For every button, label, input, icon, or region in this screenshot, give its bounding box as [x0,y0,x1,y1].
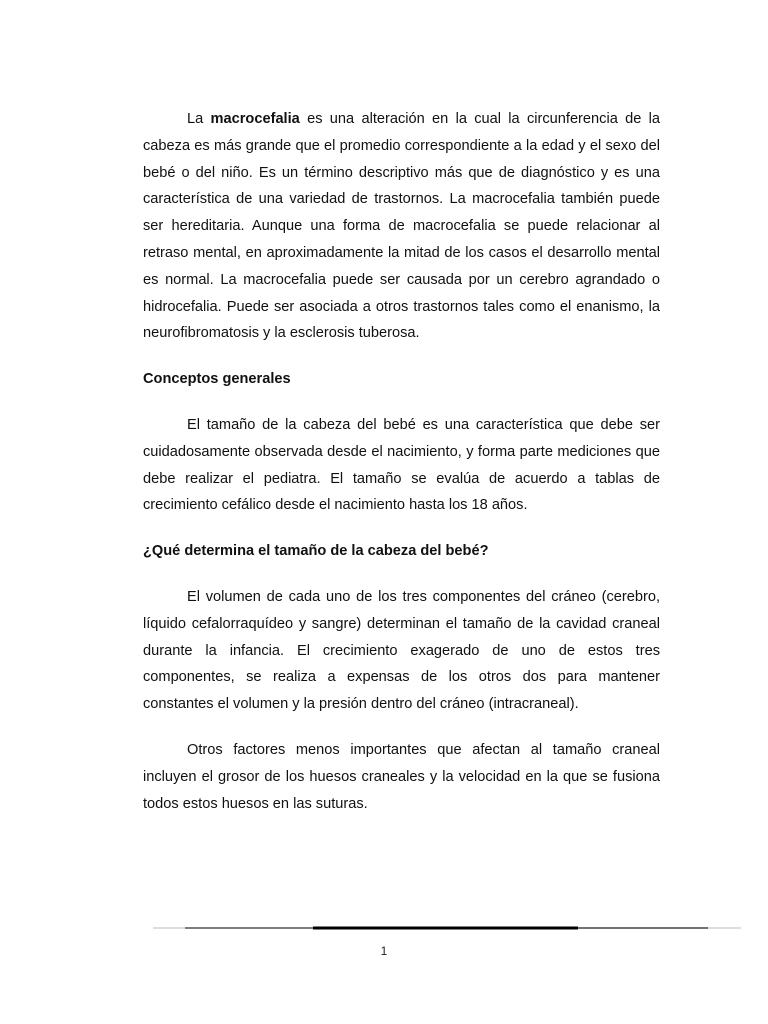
general-concepts-paragraph: El tamaño de la cabeza del bebé es una característica que debe ser cuidadosamente observada desde el nacimiento, y forma parte mediciones que debe realizar el pediatra. El tamaño se evalúa de acuerdo a tablas de crecimiento cefálico desde el nacimiento hasta los 18 años. [143,416,660,514]
section-heading-general-concepts: Conceptos generales [143,371,291,388]
head-size-paragraph-2: Otros factores menos importantes que afectan al tamaño craneal incluyen el grosor de los huesos craneales y la velocidad en la que se fusiona todos estos huesos en las suturas. [143,741,660,812]
document-body [143,106,660,836]
intro-paragraph [143,106,660,347]
intro-lead: La [187,111,211,127]
intro-text: es una alteración en la cual la circunferencia de la cabeza es más grande que el promedio correspondiente a la edad y el sexo del bebé o del niño. Es un término descriptivo más que de diagnóstico y es una característica de una variedad de trastornos. La macrocefalia también puede ser hereditaria. Aunque una forma de macrocefalia se puede relacionar al retraso mental, en aproximadamente la mitad de los casos el desarrollo mental es normal. La macrocefalia puede ser causada por un cerebro agrandado o hidrocefalia. Puede ser asociada a otros trastornos tales como el enanismo, la neurofibromatosis y la esclerosis tuberosa. [143,111,661,342]
head-size-paragraph-1: El volumen de cada uno de los tres componentes del cráneo (cerebro, líquido cefalorraquídeo y sangre) determinan el tamaño de la cavidad craneal durante la infancia. El crecimiento exagerado de uno de estos tres componentes, se realiza a expensas de los otros dos para mantener constantes el volumen y la presión dentro del cráneo (intracraneal). [143,588,660,713]
section-heading-head-size: ¿Qué determina el tamaño de la cabeza del bebé? [143,543,489,560]
footer-divider [153,926,741,930]
intro-term: macrocefalia [210,111,300,127]
page-number: 1 [380,944,388,958]
